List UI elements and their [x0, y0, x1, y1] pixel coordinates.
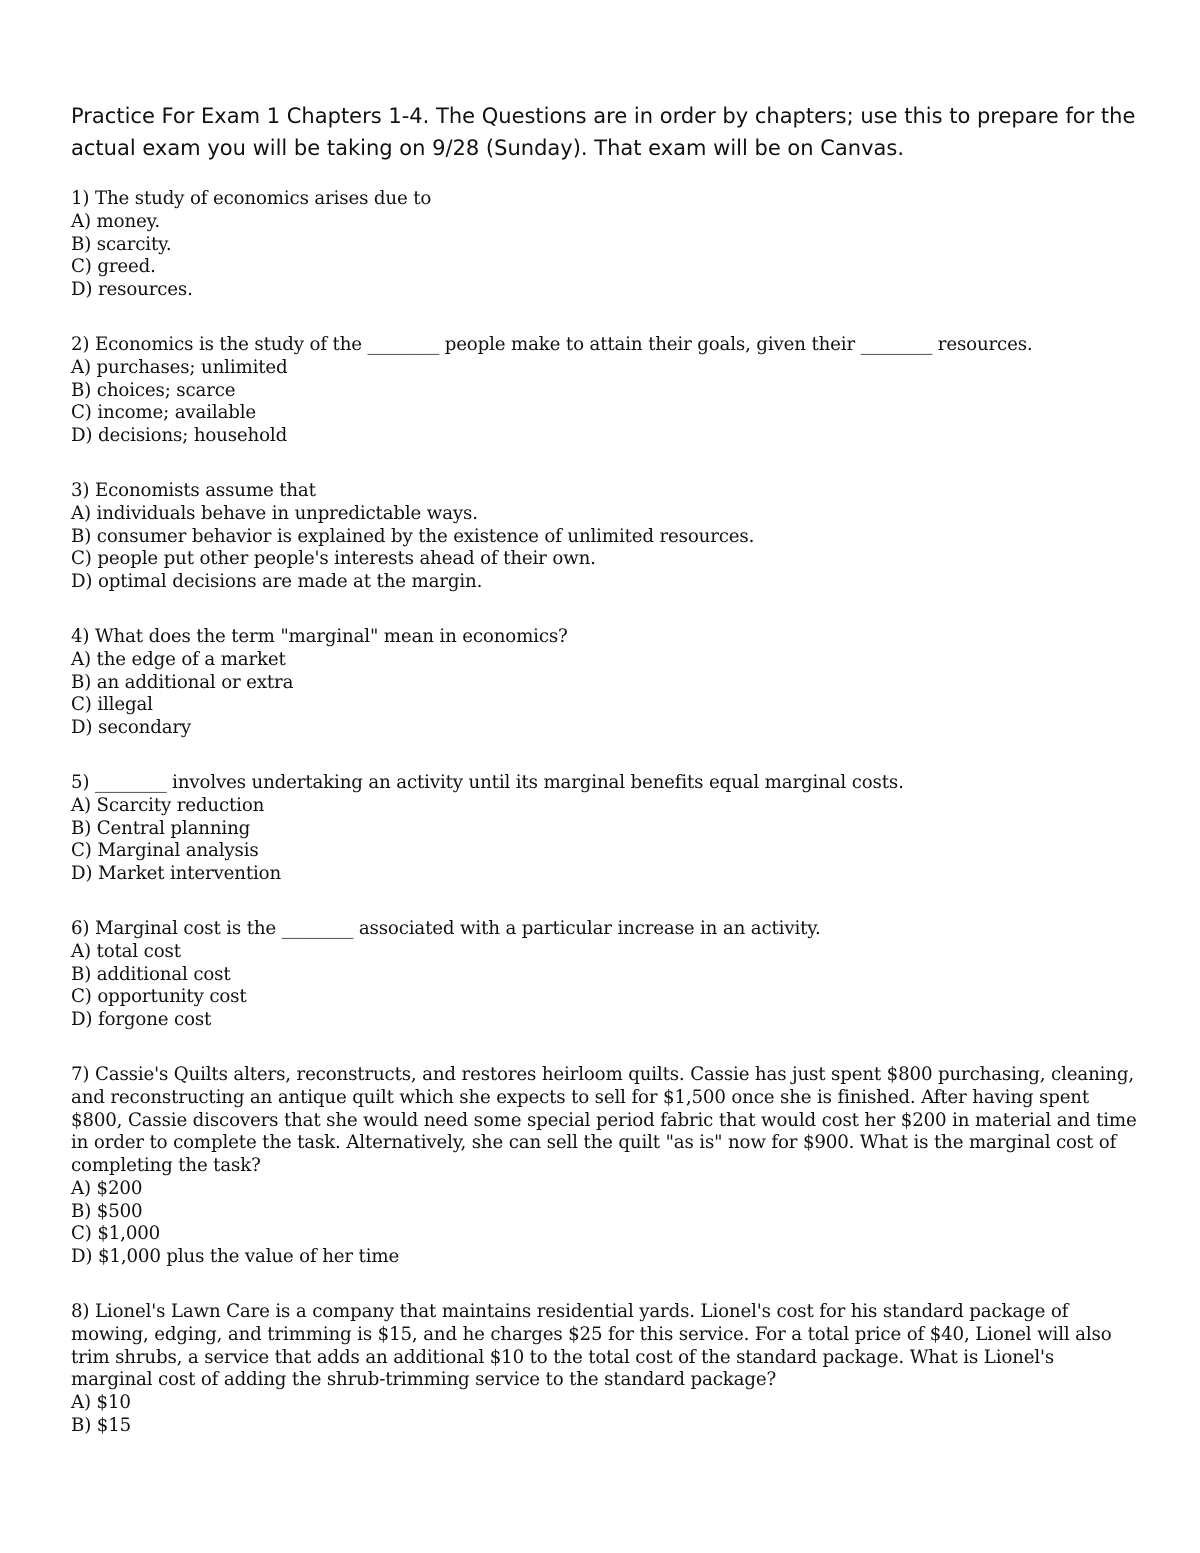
answer-choice: D) Market intervention	[71, 863, 282, 885]
answer-choice: A) the edge of a market	[71, 648, 286, 670]
question-text: 2) Economics is the study of the ________ people make to attain their goals, given their ________ resources.	[71, 333, 1033, 355]
question-text: 4) What does the term "marginal" mean in economics?	[71, 625, 568, 647]
question-text: 1) The study of economics arises due to	[71, 188, 432, 209]
answer-choice: B) $500	[71, 1200, 143, 1222]
answer-choice: A) $10	[71, 1392, 131, 1414]
answer-choice: A) Scarcity reduction	[71, 794, 265, 816]
answer-choice: C) income; available	[71, 402, 257, 424]
question-block	[71, 918, 1141, 1032]
answer-choice: B) choices; scarce	[71, 379, 236, 401]
answer-choice: C) greed.	[71, 256, 156, 278]
question-block	[71, 480, 1141, 594]
question-block	[71, 1064, 1141, 1269]
answer-choice: B) consumer behavior is explained by the existence of unlimited resources.	[71, 525, 755, 547]
answer-choice: C) illegal	[71, 694, 153, 716]
answer-choice: C) $1,000	[71, 1223, 161, 1245]
question-block	[71, 626, 1141, 740]
answer-choice: A) money.	[71, 210, 160, 232]
answer-choice: D) optimal decisions are made at the margin.	[71, 571, 483, 593]
answer-choice: A) purchases; unlimited	[71, 356, 288, 378]
answer-choice: B) Central planning	[71, 817, 251, 839]
answer-choice: D) $1,000 plus the value of her time	[71, 1246, 400, 1268]
answer-choice: D) decisions; household	[71, 425, 288, 447]
answer-choice: B) an additional or extra	[71, 671, 294, 693]
answer-choice: D) secondary	[71, 717, 192, 739]
answer-choice: B) additional cost	[71, 963, 231, 985]
answer-choice: A) individuals behave in unpredictable ways.	[71, 502, 478, 524]
question-text: 3) Economists assume that	[71, 479, 316, 501]
answer-choice: C) opportunity cost	[71, 986, 247, 1008]
question-text: 7) Cassie's Quilts alters, reconstructs, and restores heirloom quilts. Cassie has just spent $800 purchasing, cleaning, and reconstructing an antique quilt which she expects to sell for $1,500 once she is finished. After having spent $800, Cassie discovers that she would need some special period fabric that would cost her $200 in material and time in order to complete the task. Alternatively, she can sell the quilt "as is" now for $900. What is the marginal cost of completing the task?	[71, 1063, 1137, 1177]
question-block	[71, 188, 1141, 302]
page-title: Practice For Exam 1 Chapters 1-4. The Questions are in order by chapters; use this to prepare for the actual exam you will be taking on 9/28 (Sunday). That exam will be on Canvas.	[71, 104, 1136, 160]
answer-choice: C) Marginal analysis	[71, 840, 259, 862]
question-text: 5) ________ involves undertaking an activity until its marginal benefits equal marginal costs.	[71, 771, 904, 793]
answer-choice: C) people put other people's interests ahead of their own.	[71, 548, 596, 570]
question-text: 6) Marginal cost is the ________ associated with a particular increase in an activity.	[71, 917, 821, 939]
answer-choice: D) forgone cost	[71, 1009, 212, 1031]
question-block	[71, 334, 1141, 448]
document-page	[71, 100, 1141, 1470]
answer-choice: B) scarcity.	[71, 233, 172, 255]
answer-choice: A) total cost	[71, 940, 181, 962]
question-text: 8) Lionel's Lawn Care is a company that maintains residential yards. Lionel's cost for his standard package of mowing, edging, and trimming is $15, and he charges $25 for this service. For a total price of $40, Lionel will also trim shrubs, a service that adds an additional $10 to the total cost of the standard package. What is Lionel's marginal cost of adding the shrub-trimming service to the standard package?	[71, 1301, 1112, 1391]
question-block	[71, 772, 1141, 886]
answer-choice: D) resources.	[71, 279, 193, 301]
question-block	[71, 1301, 1141, 1438]
question-list	[71, 188, 1141, 1438]
answer-choice: A) $200	[71, 1177, 143, 1199]
answer-choice: B) $15	[71, 1415, 132, 1437]
